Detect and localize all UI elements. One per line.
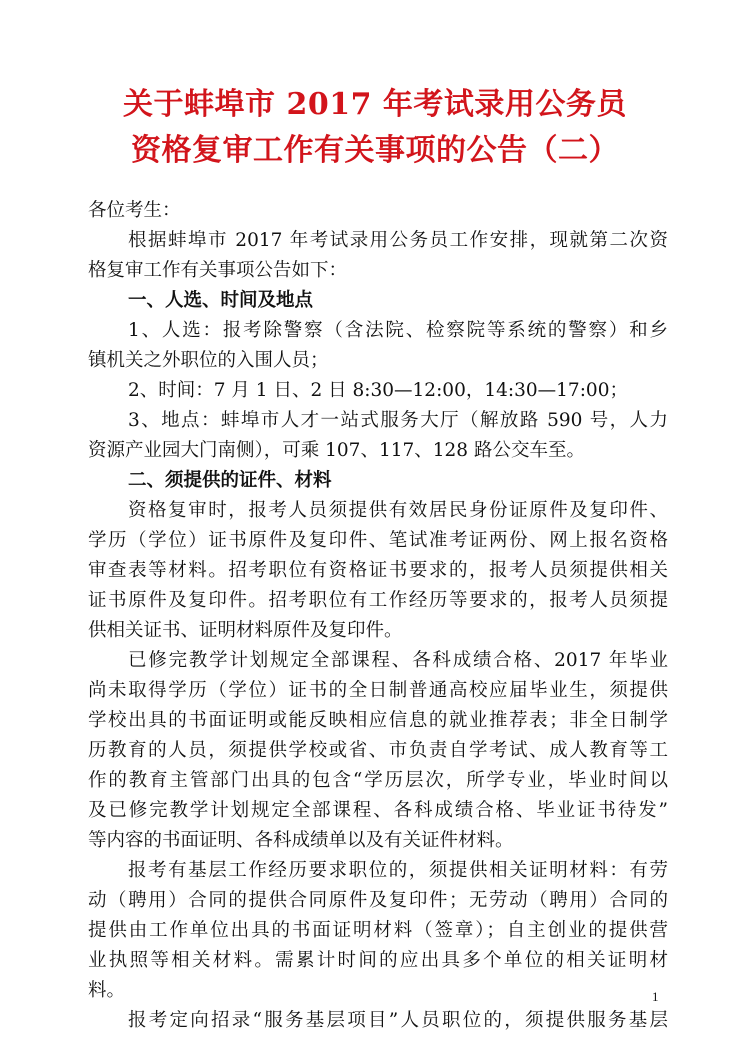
body-line: 报考定向招录“服务基层项目”人员职位的，须提供服务基层 <box>128 1010 668 1031</box>
body-line: 3、地点：蚌埠市人才一站式服务大厅（解放路 590 号，人力 <box>128 410 668 431</box>
body-line: 业执照等相关材料。需累计时间的应出具多个单位的相关证明材 <box>88 950 668 971</box>
body-line: 已修完教学计划规定全部课程、各科成绩合格、2017 年毕业 <box>128 650 668 671</box>
body-line: 历教育的人员，须提供学校或省、市负责自学考试、成人教育等工 <box>88 740 668 761</box>
body-line: 提供由工作单位出具的书面证明材料（签章）；自主创业的提供营 <box>88 920 668 941</box>
body-line: 资格复审时，报考人员须提供有效居民身份证原件及复印件、 <box>128 500 668 521</box>
body-line: 供相关证书、证明材料原件及复印件。 <box>88 620 403 641</box>
body-line: 等内容的书面证明、各科成绩单以及有关证件材料。 <box>88 830 514 851</box>
body-line: 学校出具的书面证明或能反映相应信息的就业推荐表；非全日制学 <box>88 710 668 731</box>
body-line: 证书原件及复印件。招考职位有工作经历等要求的，报考人员须提 <box>88 590 668 611</box>
body-line: 镇机关之外职位的入围人员； <box>88 350 329 371</box>
body-line: 报考有基层工作经历要求职位的，须提供相关证明材料：有劳 <box>128 860 668 881</box>
body-line: 2、时间：7 月 1 日、2 日 8:30—12:00，14:30—17:00； <box>128 380 628 401</box>
body-line: 及已修完教学计划规定全部课程、各科成绩合格、毕业证书待发” <box>88 800 668 821</box>
title-line-1: 关于蚌埠市 2017 年考试录用公务员 <box>123 87 627 122</box>
body-line: 作的教育主管部门出具的包含“学历层次，所学专业，毕业时间以 <box>88 770 668 791</box>
body-line: 根据蚌埠市 2017 年考试录用公务员工作安排，现就第二次资 <box>128 230 668 251</box>
section-heading-2: 二、须提供的证件、材料 <box>128 470 332 491</box>
body-line: 尚未取得学历（学位）证书的全日制普通高校应届毕业生，须提供 <box>88 680 668 701</box>
body-line: 动（聘用）合同的提供合同原件及复印件；无劳动（聘用）合同的 <box>88 890 668 911</box>
body-line: 料。 <box>88 980 126 1001</box>
body-line: 学历（学位）证书原件及复印件、笔试准考证两份、网上报名资格 <box>88 530 668 551</box>
title-line-2: 资格复审工作有关事项的公告（二） <box>131 133 619 168</box>
page-number: 1 <box>652 989 659 1004</box>
body-line: 格复审工作有关事项公告如下： <box>88 260 348 281</box>
salutation: 各位考生： <box>88 200 181 221</box>
body-line: 资源产业园大门南侧），可乘 107、117、128 路公交车至。 <box>88 440 585 461</box>
section-heading-1: 一、人选、时间及地点 <box>128 290 314 311</box>
body-line: 审查表等材料。招考职位有资格证书要求的，报考人员须提供相关 <box>88 560 668 581</box>
body-line: 1、人选：报考除警察（含法院、检察院等系统的警察）和乡 <box>128 320 668 341</box>
